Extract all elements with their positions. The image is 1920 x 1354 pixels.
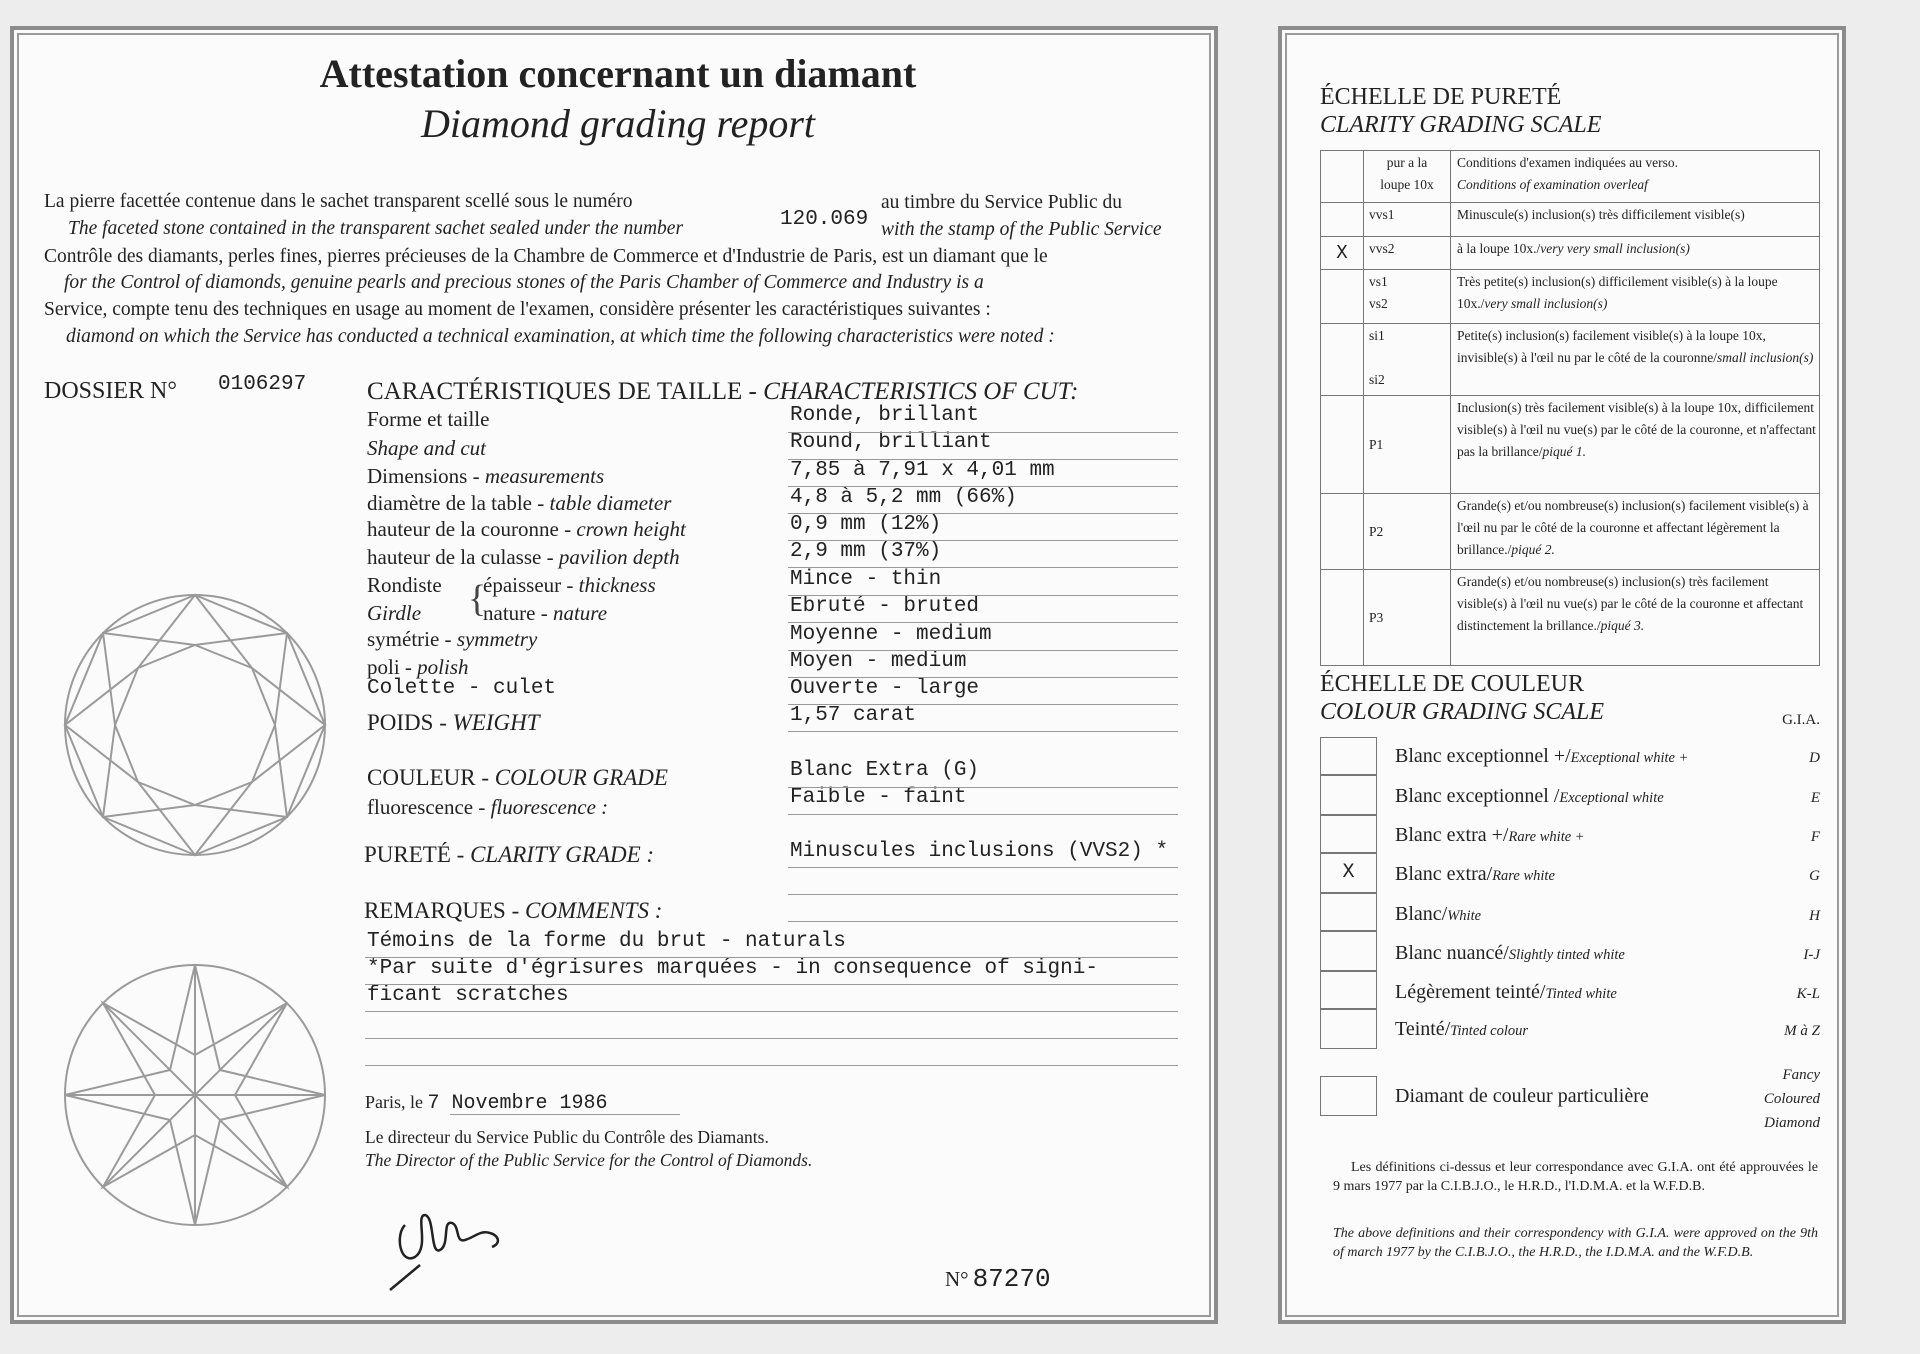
colour-box-g: X	[1320, 853, 1377, 893]
colour-code-kl: K-L	[1796, 986, 1820, 1002]
colour-row-kl: Légèrement teinté/Tinted white	[1395, 981, 1617, 1003]
label-weight: POIDS - WEIGHT	[367, 710, 540, 735]
colour-box-h	[1320, 893, 1377, 931]
value-crown: 0,9 mm (12%)	[790, 513, 942, 536]
label-symmetry: symétrie - symmetry	[367, 627, 538, 651]
label-dimensions: Dimensions - measurements	[367, 464, 605, 488]
colour-code-mz: M à Z	[1784, 1023, 1820, 1039]
clarity-desc-p1: Inclusion(s) très facilement visible(s) à la loupe 10x, difficilement visible(s) à l'œil nu vue(s) par le côté de la couronne, et n'affectant pas la brillance/piqué 1.	[1451, 396, 1820, 494]
colour-row-h: Blanc/White	[1395, 903, 1482, 925]
clarity-title-en: CLARITY GRADING SCALE	[1320, 112, 1602, 138]
colour-title-fr: ÉCHELLE DE COULEUR	[1320, 671, 1584, 697]
director-fr: Le directeur du Service Public du Contrôle des Diamants.	[365, 1127, 769, 1147]
comment-line-1: Témoins de la forme du brut - naturals	[367, 930, 846, 953]
colour-box-f	[1320, 815, 1377, 853]
clarity-mark-vvs2: X	[1321, 237, 1364, 270]
value-culet: Ouverte - large	[790, 677, 980, 700]
report-title-fr: Attestation concernant un diamant	[319, 51, 917, 96]
colour-code-ij: I-J	[1803, 947, 1820, 963]
report-title-en: Diamond grading report	[420, 101, 816, 146]
value-nature: Ebruté - bruted	[790, 595, 980, 618]
value-shape-fr: Ronde, brillant	[790, 404, 980, 427]
colour-box-fancy	[1320, 1076, 1377, 1116]
colour-row-e: Blanc exceptionnel /Exceptional white	[1395, 785, 1664, 807]
label-culet: Colette - culet	[367, 677, 557, 700]
intro-line-3: Contrôle des diamants, perles fines, pierres précieuses de la Chambre de Commerce et d'Industrie de Paris, est un diamant que le	[44, 246, 1048, 267]
clarity-desc-p3: Grande(s) et/ou nombreuse(s) inclusion(s) très facilement visible(s) à l'œil nu vue(s) par le côté de la couronne et affectant distinctement la brillance./piqué 3.	[1451, 570, 1820, 666]
footnote-fr: Les définitions ci-dessus et leur correspondance avec G.I.A. ont été approuvées le 9 mars 1977 par la C.I.B.J.O., le H.R.D., l'I.D.M.A. et la W.F.D.B.	[1333, 1160, 1818, 1194]
label-polish: poli - polish	[367, 655, 469, 679]
intro-line-6: diamond on which the Service has conducted a technical examination, at which time the following characteristics were noted :	[66, 326, 1055, 347]
label-fluorescence: fluorescence - fluorescence :	[367, 795, 609, 819]
colour-box-d	[1320, 737, 1377, 775]
report-number: 87270	[972, 1264, 1051, 1294]
intro-line-1a: La pierre facettée contenue dans le sachet transparent scellé sous le numéro	[44, 191, 633, 212]
colour-row-d: Blanc exceptionnel +/Exceptional white +	[1395, 745, 1689, 767]
clarity-conditions: Conditions d'examen indiquées au verso. Conditions of examination overleaf	[1451, 151, 1820, 203]
value-dimensions: 7,85 à 7,91 x 4,01 mm	[790, 459, 1055, 482]
value-polish: Moyen - medium	[790, 650, 967, 673]
colour-box-e	[1320, 775, 1377, 815]
issue-date: 7 Novembre 1986	[427, 1092, 608, 1115]
footnote-en: The above definitions and their correspondency with G.I.A. were approved on the 9th of march 1977 by the C.I.B.J.O., the H.R.D., the I.D.M.A. and the W.F.D.B.	[1333, 1226, 1818, 1260]
clarity-grade-si: si1 si2	[1364, 324, 1451, 396]
colour-box-mz	[1320, 1009, 1377, 1049]
clarity-grade-p3: P3	[1364, 570, 1451, 666]
value-colour: Blanc Extra (G)	[790, 759, 980, 782]
clarity-scale-table	[1320, 150, 1820, 666]
colour-row-fancy: Diamant de couleur particulière	[1395, 1085, 1649, 1107]
value-pavilion: 2,9 mm (37%)	[790, 540, 942, 563]
intro-line-2b: with the stamp of the Public Service	[881, 219, 1162, 240]
colour-row-g: Blanc extra/Rare white	[1395, 863, 1555, 885]
dossier-label: DOSSIER N°	[44, 378, 177, 404]
value-thickness: Mince - thin	[790, 568, 942, 591]
clarity-desc-vs: Très petite(s) inclusion(s) difficilement visible(s) à la loupe 10x./very small inclusion(s)	[1451, 270, 1820, 324]
director-signature	[380, 1195, 520, 1300]
intro-line-5: Service, compte tenu des techniques en usage au moment de l'examen, considère présenter les caractéristiques suivantes :	[44, 299, 991, 320]
director-en: The Director of the Public Service for the Control of Diamonds.	[365, 1150, 813, 1170]
cut-header	[367, 379, 1078, 404]
label-girdle: Girdle	[367, 601, 422, 625]
clarity-head-cell: pur a la loupe 10x	[1364, 151, 1451, 203]
value-table: 4,8 à 5,2 mm (66%)	[790, 486, 1017, 509]
clarity-grade-vs: vs1 vs2	[1364, 270, 1451, 324]
date-line: Paris, le 7 Novembre 1986	[365, 1092, 608, 1115]
gia-label: G.I.A.	[1782, 712, 1820, 728]
clarity-grade-vvs2: vvs2	[1364, 237, 1451, 270]
clarity-desc-si: Petite(s) inclusion(s) facilement visible(s) à la loupe 10x, invisible(s) à l'œil nu par le côté de la couronne/small inclusion(s)	[1451, 324, 1820, 396]
colour-row-ij: Blanc nuancé/Slightly tinted white	[1395, 942, 1625, 964]
intro-line-1b: au timbre du Service Public du	[881, 192, 1122, 213]
label-shape-fr: Forme et taille	[367, 407, 490, 431]
label-thickness: épaisseur - thickness	[483, 573, 656, 597]
value-symmetry: Moyenne - medium	[790, 623, 992, 646]
colour-row-f: Blanc extra +/Rare white +	[1395, 824, 1585, 846]
colour-code-d: D	[1809, 750, 1820, 766]
report-number-line	[945, 1264, 1051, 1294]
colour-code-h: H	[1809, 908, 1820, 924]
label-colour: COULEUR - COLOUR GRADE	[367, 765, 668, 790]
intro-line-2a: The faceted stone contained in the transparent sachet sealed under the number	[68, 218, 684, 239]
value-shape-en: Round, brilliant	[790, 431, 992, 454]
intro-line-4: for the Control of diamonds, genuine pearls and precious stones of the Paris Chamber of Commerce and Industry is a	[64, 272, 984, 293]
cut-header-en: CHARACTERISTICS OF CUT:	[763, 378, 1079, 405]
colour-code-fancy: Fancy Coloured Diamond	[1763, 1067, 1820, 1131]
label-comments: REMARQUES - COMMENTS :	[364, 898, 663, 923]
comment-line-3: ficant scratches	[367, 984, 569, 1007]
colour-title-en: COLOUR GRADING SCALE	[1320, 699, 1605, 725]
colour-row-mz: Teinté/Tinted colour	[1395, 1018, 1528, 1040]
label-rondiste: Rondiste	[367, 573, 442, 597]
clarity-desc-vvs2: à la loupe 10x./very very small inclusion(s)	[1451, 237, 1820, 270]
value-clarity: Minuscules inclusions (VVS2) *	[790, 840, 1169, 863]
clarity-grade-p1: P1	[1364, 396, 1451, 494]
comment-line-2: *Par suite d'égrisures marquées - in consequence of signi-	[367, 957, 1098, 980]
clarity-desc-vvs1: Minuscule(s) inclusion(s) très difficilement visible(s)	[1451, 203, 1820, 237]
value-weight: 1,57 carat	[790, 704, 917, 727]
clarity-grade-p2: P2	[1364, 494, 1451, 570]
label-nature: nature - nature	[483, 601, 608, 625]
clarity-grade-vvs1: vvs1	[1364, 203, 1451, 237]
report-number-label: N°	[945, 1267, 969, 1291]
colour-box-kl	[1320, 971, 1377, 1009]
dossier-number: 0106297	[218, 373, 307, 396]
colour-code-f: F	[1810, 829, 1820, 845]
girdle-brace: {	[468, 578, 487, 620]
colour-code-g: G	[1809, 868, 1820, 884]
colour-box-ij	[1320, 931, 1377, 971]
value-fluorescence: Faible - faint	[790, 786, 967, 809]
label-clarity: PURETÉ - CLARITY GRADE :	[364, 842, 655, 867]
label-crown: hauteur de la couronne - crown height	[367, 517, 686, 541]
colour-code-e: E	[1810, 790, 1820, 806]
label-shape-en: Shape and cut	[367, 436, 486, 460]
clarity-desc-p2: Grande(s) et/ou nombreuse(s) inclusion(s) facilement visible(s) à l'œil nu par le côté de la couronne et affectant légèrement la brillance./piqué 2.	[1451, 494, 1820, 570]
sachet-number: 120.069	[780, 208, 869, 231]
label-pavilion: hauteur de la culasse - pavilion depth	[367, 545, 680, 569]
diamond-crown-diagram	[60, 590, 330, 860]
label-table: diamètre de la table - table diameter	[367, 491, 672, 515]
cut-header-fr: CARACTÉRISTIQUES DE TAILLE -	[367, 378, 764, 405]
date-rule	[450, 1114, 680, 1115]
diamond-pavilion-diagram	[60, 960, 330, 1230]
clarity-title-fr: ÉCHELLE DE PURETÉ	[1320, 84, 1562, 110]
